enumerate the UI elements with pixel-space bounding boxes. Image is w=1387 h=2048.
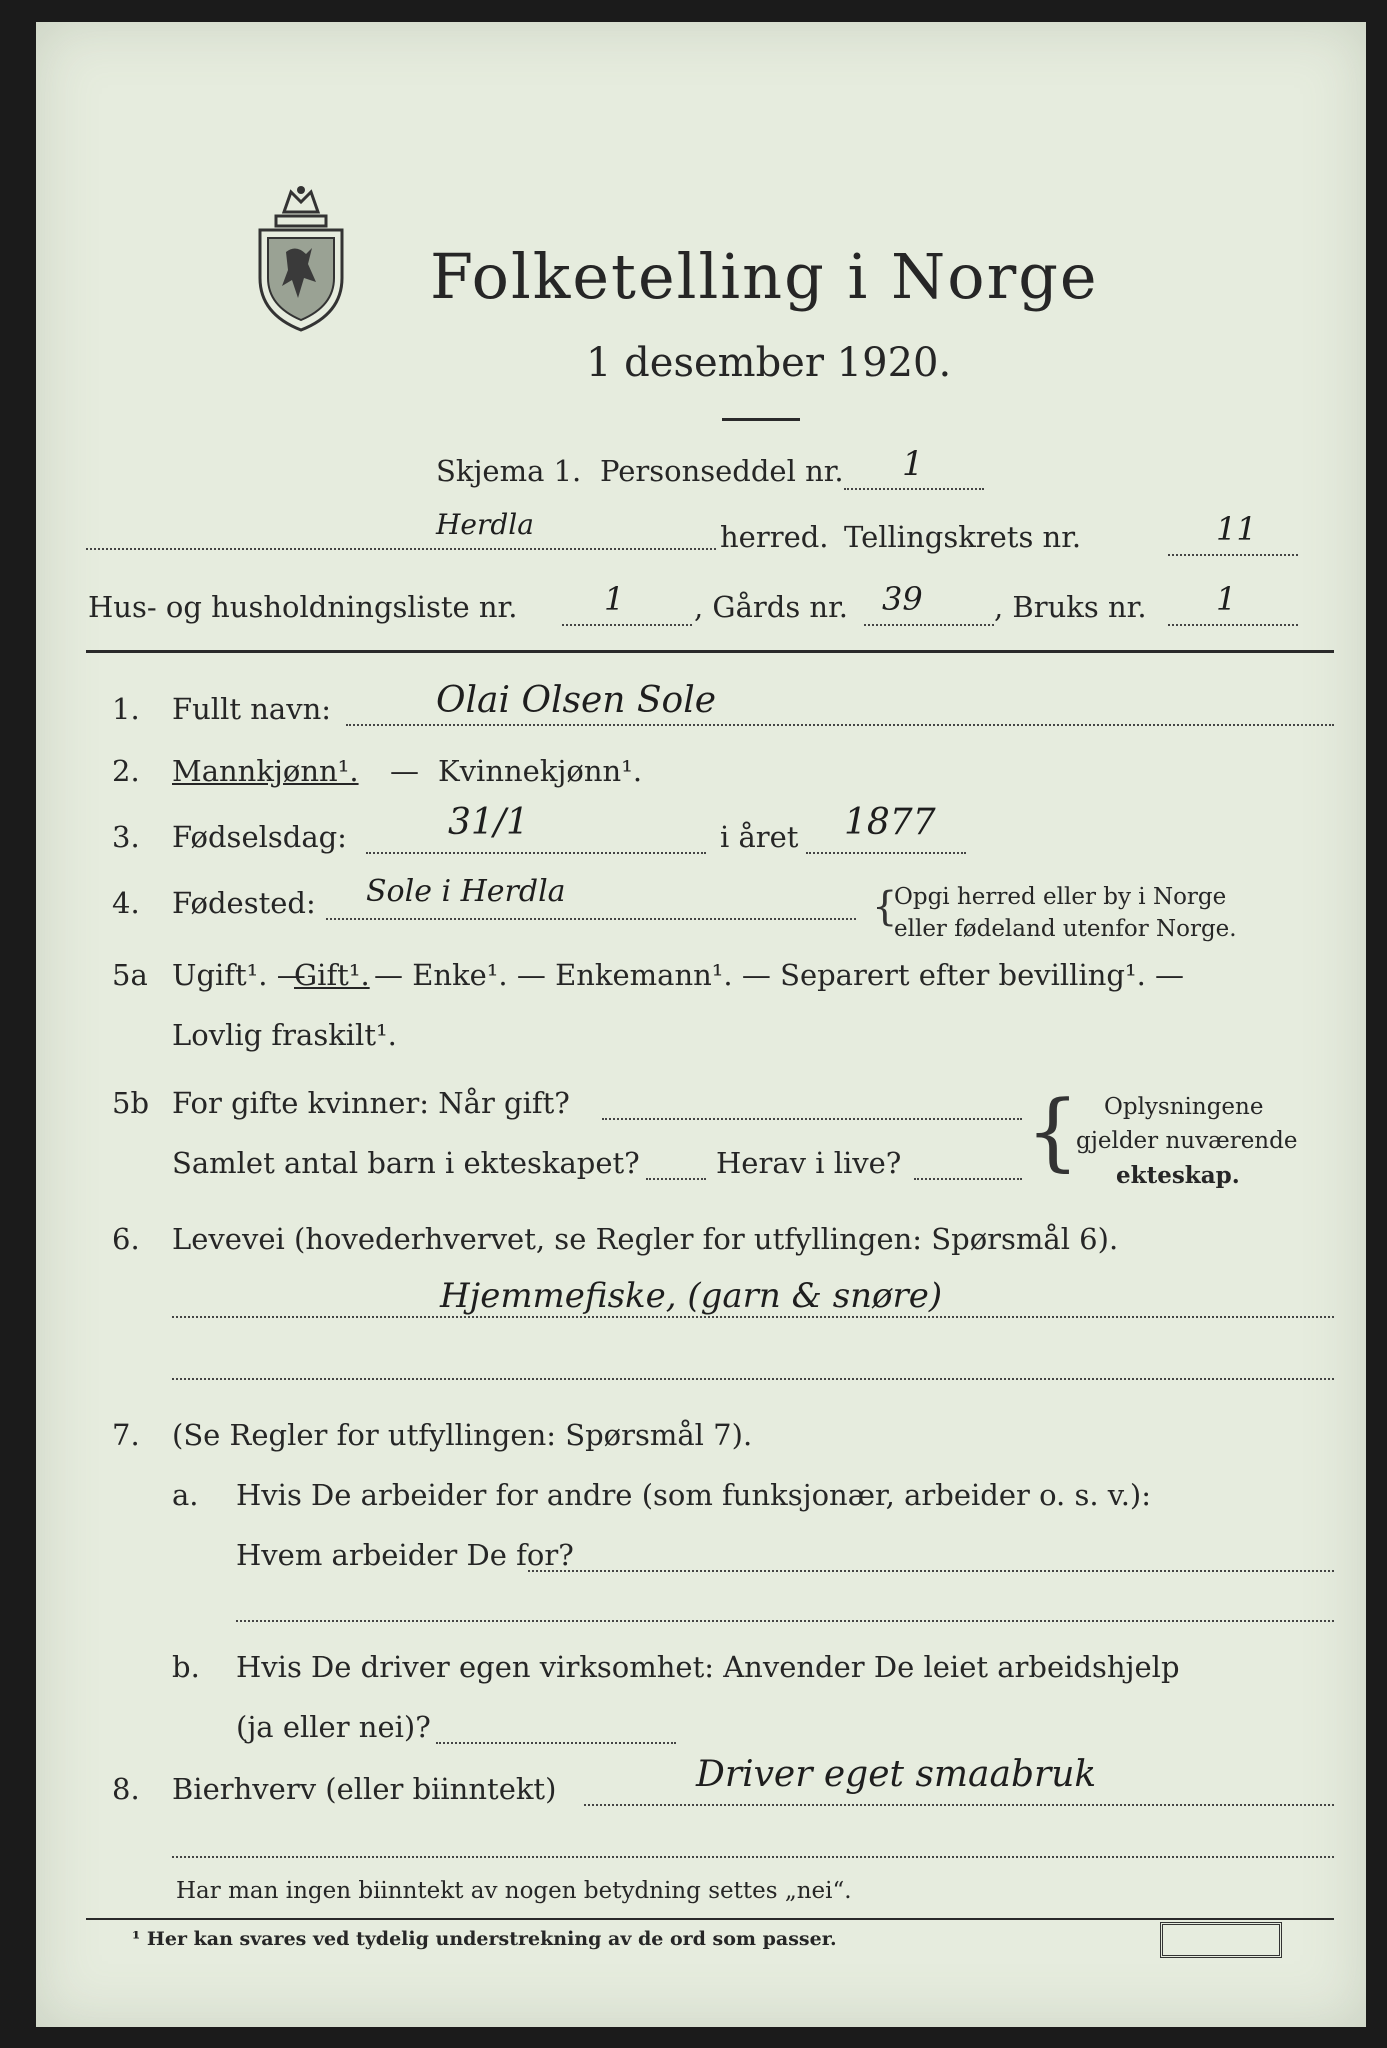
q5b-brace: {	[1026, 1082, 1080, 1180]
q4-brace: {	[872, 884, 898, 930]
herred-label: herred.	[720, 520, 829, 554]
q7a-line2: Hvem arbeider De for?	[236, 1538, 574, 1572]
q5b-note2: gjelder nuværende	[1076, 1128, 1298, 1154]
q2-kvinne: Kvinnekjønn¹.	[438, 754, 643, 788]
personseddel-value: 1	[902, 444, 924, 484]
q1-label: Fullt navn:	[172, 692, 332, 726]
q3-day-line	[366, 852, 706, 854]
header-rule	[86, 650, 1334, 653]
printer-stamp	[1160, 1922, 1282, 1958]
gards-value: 39	[882, 580, 923, 618]
coat-of-arms-icon	[246, 182, 356, 332]
hus-label: Hus- og husholdningsliste nr.	[88, 590, 518, 624]
q2-mann: Mannkjønn¹.	[172, 754, 359, 788]
q4-line	[326, 918, 856, 920]
q7a-line	[528, 1570, 1334, 1572]
q7a-letter: a.	[172, 1478, 199, 1512]
bruks-label: , Bruks nr.	[994, 590, 1147, 624]
q4-number: 4.	[112, 886, 140, 920]
q5a-gift: Gift¹.	[294, 958, 370, 992]
q1-line	[346, 724, 1334, 726]
q8-number: 8.	[112, 1772, 140, 1806]
q5b-note3: ekteskap.	[1116, 1162, 1240, 1189]
q4-note-line1: Opgi herred eller by i Norge	[894, 884, 1227, 910]
tellingskrets-label: Tellingskrets nr.	[844, 520, 1082, 554]
q5b-line1: For gifte kvinner: Når gift?	[172, 1086, 570, 1120]
footer-note: Har man ingen biinntekt av nogen betydning settes „nei“.	[176, 1878, 852, 1904]
gards-line	[864, 624, 994, 626]
footnote: ¹ Her kan svares ved tydelig understrekning av de ord som passer.	[132, 1928, 837, 1950]
q4-label: Fødested:	[172, 886, 316, 920]
q8-value: Driver eget smaabruk	[696, 1754, 1097, 1795]
tellingskrets-value: 11	[1216, 510, 1257, 548]
q5a-options: — Enke¹. — Enkemann¹. — Separert efter bevilling¹. —	[374, 958, 1185, 992]
q2-separator: —	[390, 754, 419, 788]
personseddel-label: Personseddel nr.	[600, 454, 844, 488]
q7-label: (Se Regler for utfyllingen: Spørsmål 7).	[172, 1418, 753, 1452]
q3-label: Fødselsdag:	[172, 820, 347, 854]
q8-line2	[172, 1856, 1334, 1858]
q3-year-line	[806, 852, 966, 854]
q5b-live-line	[914, 1178, 1022, 1180]
census-form-sheet	[36, 22, 1366, 2027]
title-divider	[722, 418, 800, 421]
bruks-value: 1	[1216, 580, 1237, 618]
q5b-number: 5b	[112, 1086, 150, 1120]
q3-number: 3.	[112, 820, 140, 854]
q5b-line2b: Herav i live?	[716, 1146, 902, 1180]
q6-value: Hjemmefiske, (garn & snøre)	[440, 1276, 943, 1316]
q4-note-line2: eller fødeland utenfor Norge.	[894, 916, 1237, 942]
gards-label: , Gårds nr.	[694, 590, 848, 624]
form-title: Folketelling i Norge	[430, 240, 1099, 313]
hus-line	[562, 624, 692, 626]
q3-year-label: i året	[720, 820, 799, 854]
q8-line	[584, 1804, 1334, 1806]
q7-number: 7.	[112, 1418, 140, 1452]
hus-value: 1	[604, 580, 625, 618]
q2-number: 2.	[112, 754, 140, 788]
footer-rule	[86, 1918, 1334, 1920]
q7b-letter: b.	[172, 1650, 200, 1684]
skjema-label: Skjema 1.	[436, 454, 582, 488]
q7b-line1: Hvis De driver egen virksomhet: Anvender De leiet arbeidshjelp	[236, 1650, 1180, 1684]
bruks-line	[1168, 624, 1298, 626]
q6-number: 6.	[112, 1222, 140, 1256]
q7a-line1: Hvis De arbeider for andre (som funksjonær, arbeider o. s. v.):	[236, 1478, 1152, 1512]
q6-line2	[172, 1378, 1334, 1380]
q6-label: Levevei (hovederhvervet, se Regler for utfyllingen: Spørsmål 6).	[172, 1222, 1119, 1256]
q5b-line2a: Samlet antal barn i ekteskapet?	[172, 1146, 640, 1180]
personseddel-line	[844, 488, 984, 490]
q7b-line	[436, 1742, 676, 1744]
q3-year-value: 1877	[844, 802, 936, 843]
q5b-gift-line	[602, 1118, 1022, 1120]
q6-line1	[172, 1316, 1334, 1318]
tellingskrets-line	[1168, 554, 1298, 556]
q5a-ugift: Ugift¹. —	[172, 958, 306, 992]
q8-label: Bierhverv (eller biinntekt)	[172, 1772, 557, 1806]
census-date: 1 desember 1920.	[586, 340, 952, 386]
q7a-line-extra	[236, 1620, 1334, 1622]
q5b-barn-line	[646, 1178, 706, 1180]
q5a-number: 5a	[112, 958, 148, 992]
q5b-note1: Oplysningene	[1104, 1094, 1264, 1120]
q1-value: Olai Olsen Sole	[436, 680, 717, 721]
herred-value: Herdla	[436, 508, 534, 541]
q5a-line2: Lovlig fraskilt¹.	[172, 1018, 397, 1052]
q1-number: 1.	[112, 692, 140, 726]
herred-line	[86, 548, 716, 550]
q7b-line2: (ja eller nei)?	[236, 1710, 431, 1744]
q3-day-value: 31/1	[448, 802, 529, 843]
q4-value: Sole i Herdla	[366, 874, 566, 909]
